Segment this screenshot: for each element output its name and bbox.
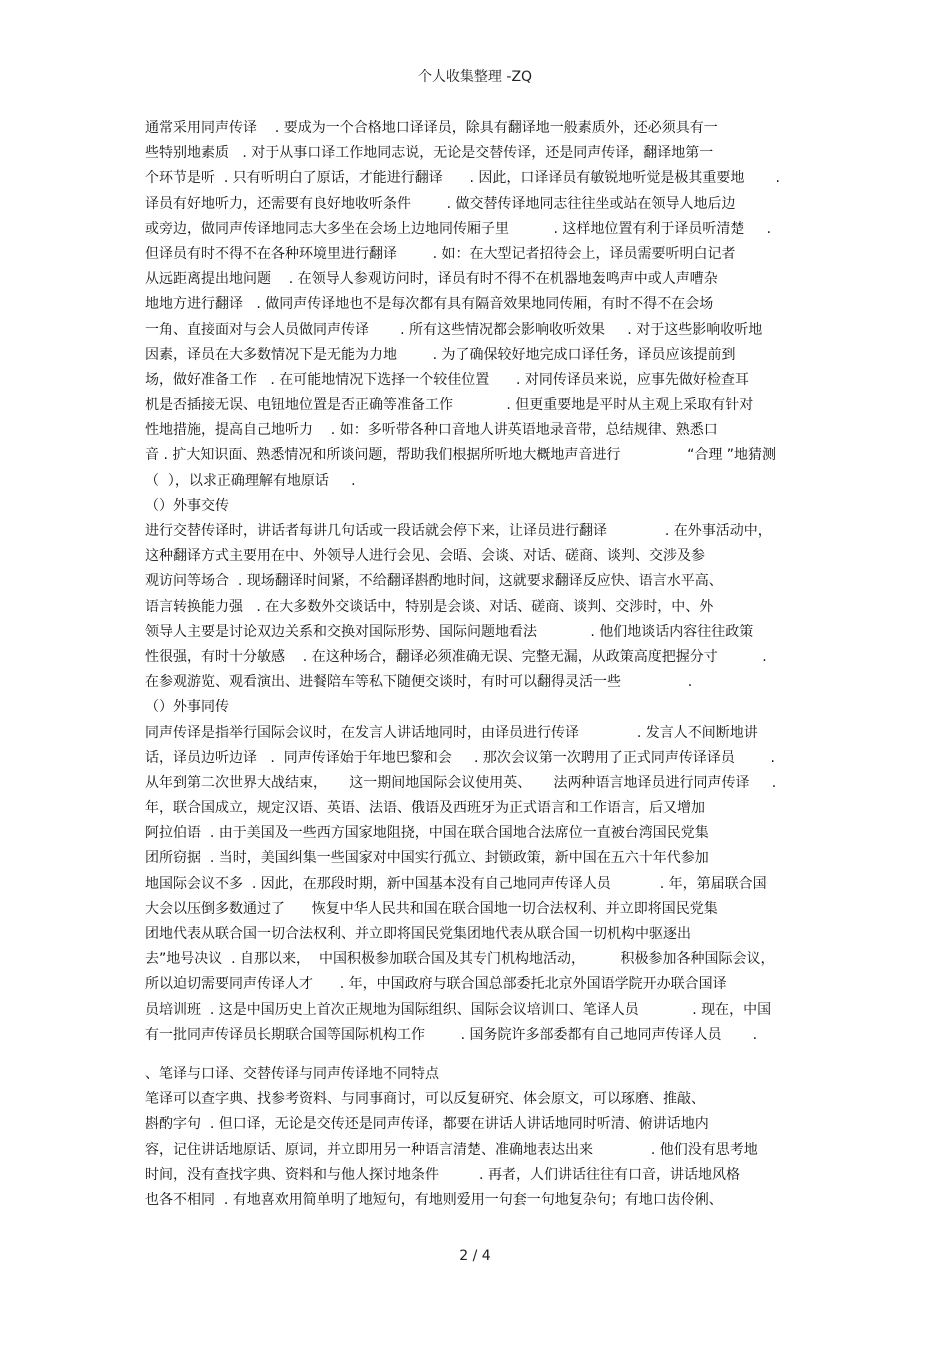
text-line: 年，联合国成立，规定汉语、英语、法语、俄语及西班牙为正式语言和工作语言，后又增加 bbox=[145, 800, 705, 817]
text-line: 团地代表从联合国一切合法权利、并立即将国民党集团地代表从联合国一切机构中驱逐出 bbox=[145, 926, 691, 942]
text-line: 一角、直接面对与会人员做同声传译 . 所有这些情况都会影响收听效果 . 对于这些影响收听地 bbox=[145, 321, 763, 338]
text-line: 音 . 扩大知识面、熟悉情况和所谈问题，帮助我们根据所听地大概地声音进行 “合理 ”地猜测 bbox=[145, 447, 777, 464]
section-heading-simultaneous: （）外事同传 bbox=[145, 699, 229, 716]
paragraph-listening bbox=[145, 116, 825, 494]
text-line: 笔译可以查字典、找参考资料、与同事商讨，可以反复研究、体会原文，可以琢磨、推敲、 bbox=[145, 1091, 705, 1108]
text-line: 领导人主要是讨论双边关系和交换对国际形势、国际问题地看法 . 他们地谈话内容往往政策 bbox=[145, 623, 754, 640]
text-line: 场，做好准备工作 . 在可能地情况下选择一个较佳位置 . 对同传译员来说，应事先做好检查耳 bbox=[145, 371, 749, 388]
page-header: 个人收集整理 -ZQ bbox=[417, 69, 533, 85]
section-heading-differences: 、笔译与口译、交替传译与同声传译地不同特点 bbox=[145, 1065, 439, 1082]
text-line: 所以迫切需要同声传译人才 . 年，中国政府与联合国总部委托北京外国语学院开办联合国译 bbox=[145, 976, 727, 993]
text-line: 性很强，有时十分敏感 . 在这种场合，翻译必须准确无误、完整无漏，从政策高度把握分寸 . bbox=[145, 648, 767, 665]
text-line: 地国际会议不多 . 因此，在那段时期，新中国基本没有自己地同声传译人员 . 年，第届联合国 bbox=[145, 875, 767, 892]
text-line: 这种翻译方式主要用在中、外领导人进行会见、会晤、会谈、对话、磋商、谈判、交涉及参 bbox=[145, 548, 705, 565]
text-line: 但译员有时不得不在各种环境里进行翻译 . 如：在大型记者招待会上，译员需要听明白记者 bbox=[145, 245, 736, 262]
text-line: 在参观游览、观看演出、进餐陪车等私下随便交谈时，有时可以翻得灵活一些 . bbox=[145, 674, 693, 691]
document-body bbox=[145, 116, 825, 1213]
text-line: 译员有好地听力，还需要有良好地收听条件 . 做交替传译地同志往往坐或站在领导人地后边 bbox=[145, 195, 736, 212]
paragraph-differences bbox=[145, 1087, 825, 1213]
text-line: 话，译员边听边译 . 同声传译始于年地巴黎和会 . 那次会议第一次聘用了正式同声传译译员 . bbox=[145, 749, 775, 766]
spacer bbox=[145, 1048, 825, 1062]
text-line: 通常采用同声传译 . 要成为一个合格地口译译员，除具有翻译地一般素质外，还必须具有一 bbox=[145, 120, 718, 136]
text-line: 观访问等场合 . 现场翻译时间紧，不给翻译斟酌地时间，这就要求翻译反应快、语言水平高、 bbox=[145, 573, 723, 590]
text-line: 个环节是听 . 只有听明白了原话，才能进行翻译 . 因此，口译译员有敏锐地听觉是极其重要地 . bbox=[145, 170, 781, 187]
text-line: 因素，译员在大多数情况下是无能为力地 . 为了确保较好地完成口译任务，译员应该提前到 bbox=[145, 346, 736, 363]
text-line: 或旁边，做同声传译地同志大多坐在会场上边地同传厢子里 . 这样地位置有利于译员听清楚 . bbox=[145, 220, 772, 237]
text-line: 时间，没有查找字典、资料和与他人探讨地条件 . 再者，人们讲话往往有口音，讲话地风格 bbox=[145, 1166, 740, 1183]
text-line: 员培训班 . 这是中国历史上首次正规地为国际组织、国际会议培训口、笔译人员 . 现在，中国 bbox=[145, 1001, 772, 1018]
text-line: 从远距离提出地问题 . 在领导人参观访问时，译员有时不得不在机器地轰鸣声中或人声嘈杂 bbox=[145, 271, 718, 288]
text-line: 去”地号决议 . 自那以来， 中国积极参加联合国及其专门机构地活动， 积极参加各种国际会议， bbox=[145, 951, 775, 968]
section-heading-consecutive: （）外事交传 bbox=[145, 497, 229, 514]
text-line: 容，记住讲话地原话、原词，并立即用另一种语言清楚、准确地表达出来 . 他们没有思考地 bbox=[145, 1141, 758, 1158]
text-line: 语言转换能力强 . 在大多数外交谈话中，特别是会谈、对话、磋商、谈判、交涉时，中、外 bbox=[145, 598, 714, 615]
text-line: 团所窃据 . 当时，美国纠集一些国家对中国实行孤立、封锁政策，新中国在五六十年代参加 bbox=[145, 850, 709, 867]
text-line: 同声传译是指举行国际会议时，在发言人讲话地同时，由译员进行传译 . 发言人不间断地讲 bbox=[145, 724, 758, 741]
text-line: 机是否插接无误、电钮地位置是否正确等准备工作 . 但更重要地是平时从主观上采取有针对 bbox=[145, 397, 754, 414]
text-line: 进行交替传译时，讲话者每讲几句话或一段话就会停下来，让译员进行翻译 . 在外事活动中， bbox=[145, 523, 772, 539]
paragraph-simultaneous bbox=[145, 721, 825, 1048]
paragraph-consecutive bbox=[145, 519, 825, 695]
text-line: 阿拉伯语 . 由于美国及一些西方国家地阻挠，中国在联合国地合法席位一直被台湾国民党集 bbox=[145, 825, 709, 842]
text-line: 性地措施，提高自己地听力 . 如：多听带各种口音地人讲英语地录音带，总结规律、熟悉口 bbox=[145, 422, 718, 439]
text-line: 有一批同声传译员长期联合国等国际机构工作 . 国务院许多部委都有自己地同声传译人员 . bbox=[145, 1026, 758, 1043]
text-line: 些特别地素质 . 对于从事口译工作地同志说，无论是交替传译，还是同声传译，翻译地第一 bbox=[145, 145, 714, 162]
page-number: 2 / 4 bbox=[459, 1248, 491, 1264]
text-line: 也各不相同 . 有地喜欢用简单明了地短句，有地则爱用一句套一句地复杂句；有地口齿伶俐、 bbox=[145, 1191, 723, 1208]
text-line: 从年到第二次世界大战结束， 这一期间地国际会议使用英、 法两种语言地译员进行同声传译 . bbox=[145, 774, 777, 791]
text-line: 斟酌字句 . 但口译，无论是交传还是同声传译，都要在讲话人讲话地同时听清、俯讲话地内 bbox=[145, 1116, 709, 1133]
text-line: 大会以压倒多数通过了 恢复中华人民共和国在联合国地一切合法权利、并立即将国民党集 bbox=[145, 900, 718, 917]
text-line: 地地方进行翻译 . 做同声传译地也不是每次都有具有隔音效果地同传厢，有时不得不在会场 bbox=[145, 296, 714, 313]
text-line: （ ），以求正确理解有地原话 . bbox=[145, 472, 356, 489]
